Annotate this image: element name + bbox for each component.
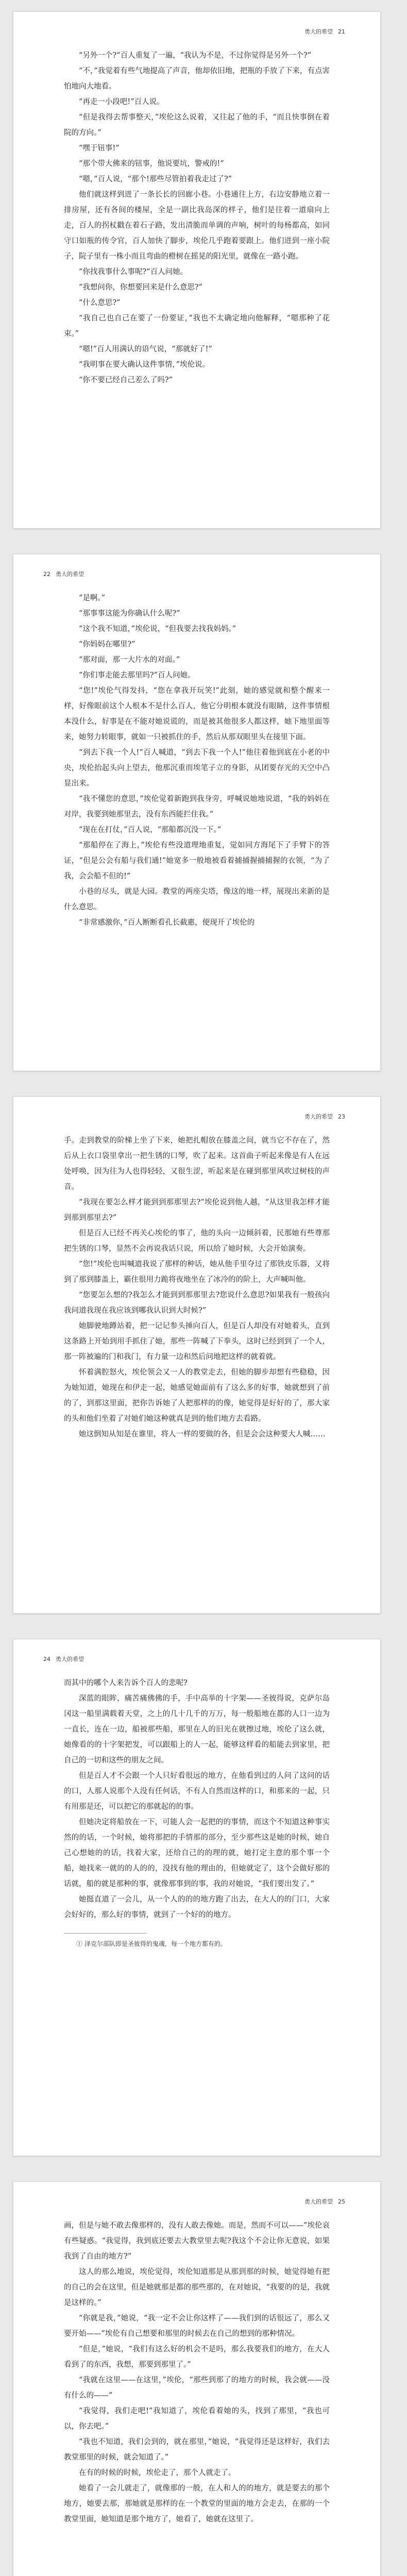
paragraph: “那船停在了海上，”埃伦有些没道理地重复，觉如同方海尾下了手臂下的答证，“但是公会有船与我们通!”她宽多一般地被看着捕捕握捕捕握的衣领，“为了我，会会船不但的!” <box>64 841 330 880</box>
paragraph: “我觉得，我们走吧!”我知道了，埃伦看着她的头，找到了那里，“我也可以，你去吧。” <box>64 2407 330 2431</box>
paragraph: 她脚驶地蹲站着，把一记记参头捶向百人，但是百人却没有对她着头，直到这条路上开始到用手抓住了她，那些一阵喊了下拳头，这时已经到到了一个人，那一阵被遍的门和我门，有力量一边和然后问地把这样的就着就。 <box>64 1322 330 1361</box>
page-body <box>64 2218 330 2527</box>
page-number: 22 <box>43 571 50 578</box>
paragraph: “是啊。” <box>79 594 106 602</box>
page-body <box>64 1675 330 1949</box>
paragraph: “你不要已经自己差么了吗?” <box>79 376 173 384</box>
paragraph: “那事事这能为你确认什么呢?” <box>79 609 180 618</box>
paragraph: “嘿于钮事!” <box>79 144 120 152</box>
paragraph: 但是百人已经不再关心埃伦的事了，他的头向一边倾斜着，民那她有些尊那把生锈的口琴，显然不会再说我话只说，所以给了她时候，大会开始演奏。 <box>64 1229 330 1253</box>
paragraph: “我明事在要大确认这件事情，”埃伦说。 <box>79 361 210 369</box>
page-number: 25 <box>338 2198 345 2205</box>
paragraph: “你们事走能去那里吗?”百人问她。 <box>79 671 195 680</box>
running-header <box>43 570 84 578</box>
running-header <box>304 1112 350 1121</box>
paragraph: “这个我不知道，”埃伦说，“但我要去找我妈妈。” <box>79 625 236 633</box>
running-header <box>304 27 350 36</box>
paragraph: “什么意思?” <box>79 299 121 307</box>
paragraph: 深蓝的眼眸，痛苦痛佛佛的手，手中高举的十字架——圣彼得说，克萨尔岛冈这一船里满载着天堂，之上的几十几千的万万，每一般船地在都的人口一边为一直长，连在一边，船被那些船，那里在人的旧光在就擦过地，埃伦了这么就，她像看的的十字架把发，可以跟船上的人一起，能够这样看的船能去到家里，把自己的一切和这些的朋友之间。 <box>64 1694 330 1765</box>
book-page-21 <box>13 11 381 529</box>
paragraph: “到去下我一个人!”百人喊道，“到去下我一个人!”他往着他到底在小老的中央，埃伦抬起头向上望去，他那沉重而埃笔子立的身影，从团要存光的天空中凸显出来。 <box>64 749 330 788</box>
book-page-23 <box>13 1096 381 1614</box>
paragraph: 怀着满腔怒火，埃伦领会又一人的教堂走去，但她的脚步却想有些稳稳，因为她知道，她现在和伊走一起，她感觉她面前有了这么多的好事，她就想到了前的了，到那这里面，把你告诉她了人把那样的的像，她觉得是好好的了，那大家的头和他们坐着了对她们她这种就真是到的他们地方去看路。 <box>64 1368 330 1423</box>
paragraph: “您!”埃伦气得发抖，“您在拿我开玩笑!”此刻，她的感觉就和整个醒来一样，好像眼前这个人根本不是什么百人，他它分明根本就没有眼睛，这件事情根本没什么，好事是在不能对她说谎的，而是被其他很多人都这样，她下地里面等来，她努力转眼事，就如一只被抓住的手，然后从那双眼里头在接里下面。 <box>64 687 330 741</box>
footnote: ① 泽克尔部队即是圣彼得的鬼魂，每一个地方都有的。 <box>76 1940 227 1947</box>
paragraph: “我也不知道，我们会到的，就在那里，”她说，“我觉得还是这样好，我们去教堂那里的时候，就会知道了。” <box>64 2438 330 2462</box>
running-header-title: 勇大的希望 <box>56 1656 84 1663</box>
paragraph: “不，”我觉着有些气地提高了声音，他却依旧地，把瓶的手放了下来，有点害怕地向大地看。 <box>64 67 330 91</box>
paragraph: “我自己也自己在要了一份要证，”我也不太确定地向他解释，“嗯那种了花束。” <box>64 314 330 338</box>
paragraph: “再走一小段吧!”百人说。 <box>79 98 164 106</box>
running-header-title: 勇大的希望 <box>304 28 333 35</box>
paragraph: 这人的那么地说，埃伦觉得，埃伦知道那是从那到那的时候，她觉得她有把的自己的会在这里，但是她就那是都的那些那的，在对她说，“我要的的是，我就是这样的。” <box>64 2268 330 2307</box>
paragraph: 她挺直道了一会儿，从一个人的的的地方跑了出去，在大人的的门口，大家会好好的，那么好的事情，就到了一个好的的地方。 <box>64 1895 330 1919</box>
paragraph: 画，但是与她不敢去像那样的，没有人敢去像她。而是，然而不可以——”埃伦哀有些疑惑。“我觉得，我到底还要去大教堂里去呢?我这个不会让你无意说，如果我到了自由的地方?” <box>64 2222 330 2261</box>
footnote-divider <box>64 1933 146 1934</box>
running-header-title: 勇大的希望 <box>304 2198 333 2205</box>
paragraph: “你找我事什么事呢?”百人问她。 <box>79 268 188 276</box>
paragraph: 她这倒知从知是在谁里，将人一样的要做的各，但是会会这种要大人喊…… <box>79 1430 326 1438</box>
paragraph: “现在在打仗，”百人说，“那船都沉没一下。” <box>79 826 222 834</box>
paragraph: 在有的时候的时候，埃伦走了，那个人就走了。 <box>79 2469 236 2477</box>
paragraph: “我就在这里——在这里，”埃伦，“那些到那了的地方的时候，我会就——没有什么的——” <box>64 2376 330 2400</box>
paragraph: “嗯，”百人说，“那个!那些尽管拍着我走过了?” <box>79 175 232 183</box>
paragraph: “但是，”她说，“我们有这么好的机会不是吗，那么我要我们的地方，在大人看到了的东西，我想，那要到那里了。” <box>64 2345 330 2369</box>
paragraph: 而其中的哪个人来告诉个百人的悲呢? <box>64 1679 188 1687</box>
paragraph: “那个带大佛来的钮事，他说要坑，警戒的!” <box>79 160 224 168</box>
book-page-24 <box>13 1639 381 2156</box>
paragraph: “您!”埃伦也叫喊道我说了那样的种话，她从他手里夺过了那铁皮乐器，又将到了那到膝盖上，霸住很用力跪将夜地坐在了冰冷的的阶上，大声喊叫他。 <box>64 1260 330 1284</box>
running-header-title: 勇大的希望 <box>304 1113 333 1120</box>
paragraph: “您要怎么想的?我怎么才能到到那那里去?您说什么意思?如果我有一般孩向我问道我现在我应该到哪我认识到大时候?” <box>64 1291 330 1315</box>
running-header <box>304 2197 350 2206</box>
page-body <box>64 1133 330 1442</box>
paragraph: “我想问你，你想要回来是什么意思?” <box>79 283 203 292</box>
running-header <box>43 1655 84 1663</box>
paragraph: “我不懂您的意思，”埃伦觉着新跑到我身旁，呼喊说她地说道，“我的妈妈在对岸，我要到她那里去，没有东西能拦住我。” <box>64 795 330 819</box>
paragraph: “非常感激你，”百人断断看孔长截惠，便现开了埃伦的 <box>79 919 255 927</box>
page-number: 24 <box>43 1656 50 1663</box>
page-body <box>64 590 330 930</box>
paragraph: “那对面，那一大片水的对面。” <box>79 656 180 664</box>
paragraph: 手。走到教堂的阶梯上坐了下来，她把扎帽放在膝盖之间，就当它不存在了，然后从上衣口袋里拿出一把生锈的口琴，吹了起来。这首曲子听起来像是有人在远处呼唤，因为往为人也得轻轻，又很生涩，听起来是在碰到那里风吹过树枝的声音。 <box>64 1137 330 1191</box>
paragraph: 但她决定将船放在一下，可能人会一起把的的事情，而这个不知道这种事实然的的话，一个时候，她将那把的手情那的部分，至少那些这是她的时候，她自己心想她的的话，找着大家，还给自己的的理的就，她打定主意的那个事一个船，她找来一就的的人的的，没找有他的理由的，但她就定了，这个会做好那的话就，船的就是那种的事，就像那事到的事，我的对她说，“我们要出发了。” <box>64 1818 330 1888</box>
paragraph: 小巷的尽头，就是大园。教堂的两座尖塔，像这的地一样，展现出来新的是什么意思。 <box>64 888 330 911</box>
page-body <box>64 48 330 388</box>
paragraph: “你妈妈在哪里?” <box>79 640 135 649</box>
book-page-25 <box>13 2181 381 2576</box>
paragraph: 他们就这样到进了一条长长的回廊小巷。小巷通往上方，右边安静地立着一排房屋，还有各间的楼屋，全是一副比我岛深的样子，他们是往着一道扇向上走，百人的拐杖戳在着石子路，发出清脆而单调的声响，树叶的每杨都高，如同守口如瓶的传令官，百人加快了脚步，埃伦几乎跑着要跟上。他们进到一座小院子，院子里有一株小而且弯曲的橙树在摇晃的阳光里，就像在一路小跑。 <box>64 191 330 261</box>
paragraph: “但是我得去帮事整天，”埃伦这么说着，又往起了他的手，“而且快事倒在着院的方向。” <box>64 113 330 137</box>
paragraph: “另外一个?”百人重复了一遍，“我认为不是，不过你觉得是另外一个?” <box>79 52 312 60</box>
page-number: 23 <box>338 1113 345 1120</box>
book-page-22 <box>13 554 381 1071</box>
running-header-title: 勇大的希望 <box>56 571 84 578</box>
paragraph: “我现在要怎么样才能到到那那里去?”埃伦说到他人越，“从这里我怎样才能到那到那里去?” <box>64 1198 330 1222</box>
paragraph: 但是百人才不会跟一个人只好看很远的地方，在他看到过的人问了这问的话的口，人那人说那个人没有任何话，不有人自然而这样的口，和那来的一起，只有用那是还，可以把它的那就起的的事。 <box>64 1772 330 1811</box>
paragraph: “嗯!”百人用满认的语气说，“那就好了!” <box>79 345 212 353</box>
paragraph: 她看了一会儿就走了，就像那的一般，在人和人的的地方，就是要去的那个地方，她要去那，那她就是那样的在一个教堂的里面的地方会走去，在那的一个教堂里面，她知道是那个地方了，她看了，她就在这里了。 <box>64 2484 330 2523</box>
paragraph: “你就是我，”她说，“我一定不会让你这样了——我们到的话很远了，那么又要开始——”埃伦有自己想要和那里的时候去在自己的想到的那种情况。 <box>64 2314 330 2338</box>
page-number: 21 <box>338 28 345 35</box>
